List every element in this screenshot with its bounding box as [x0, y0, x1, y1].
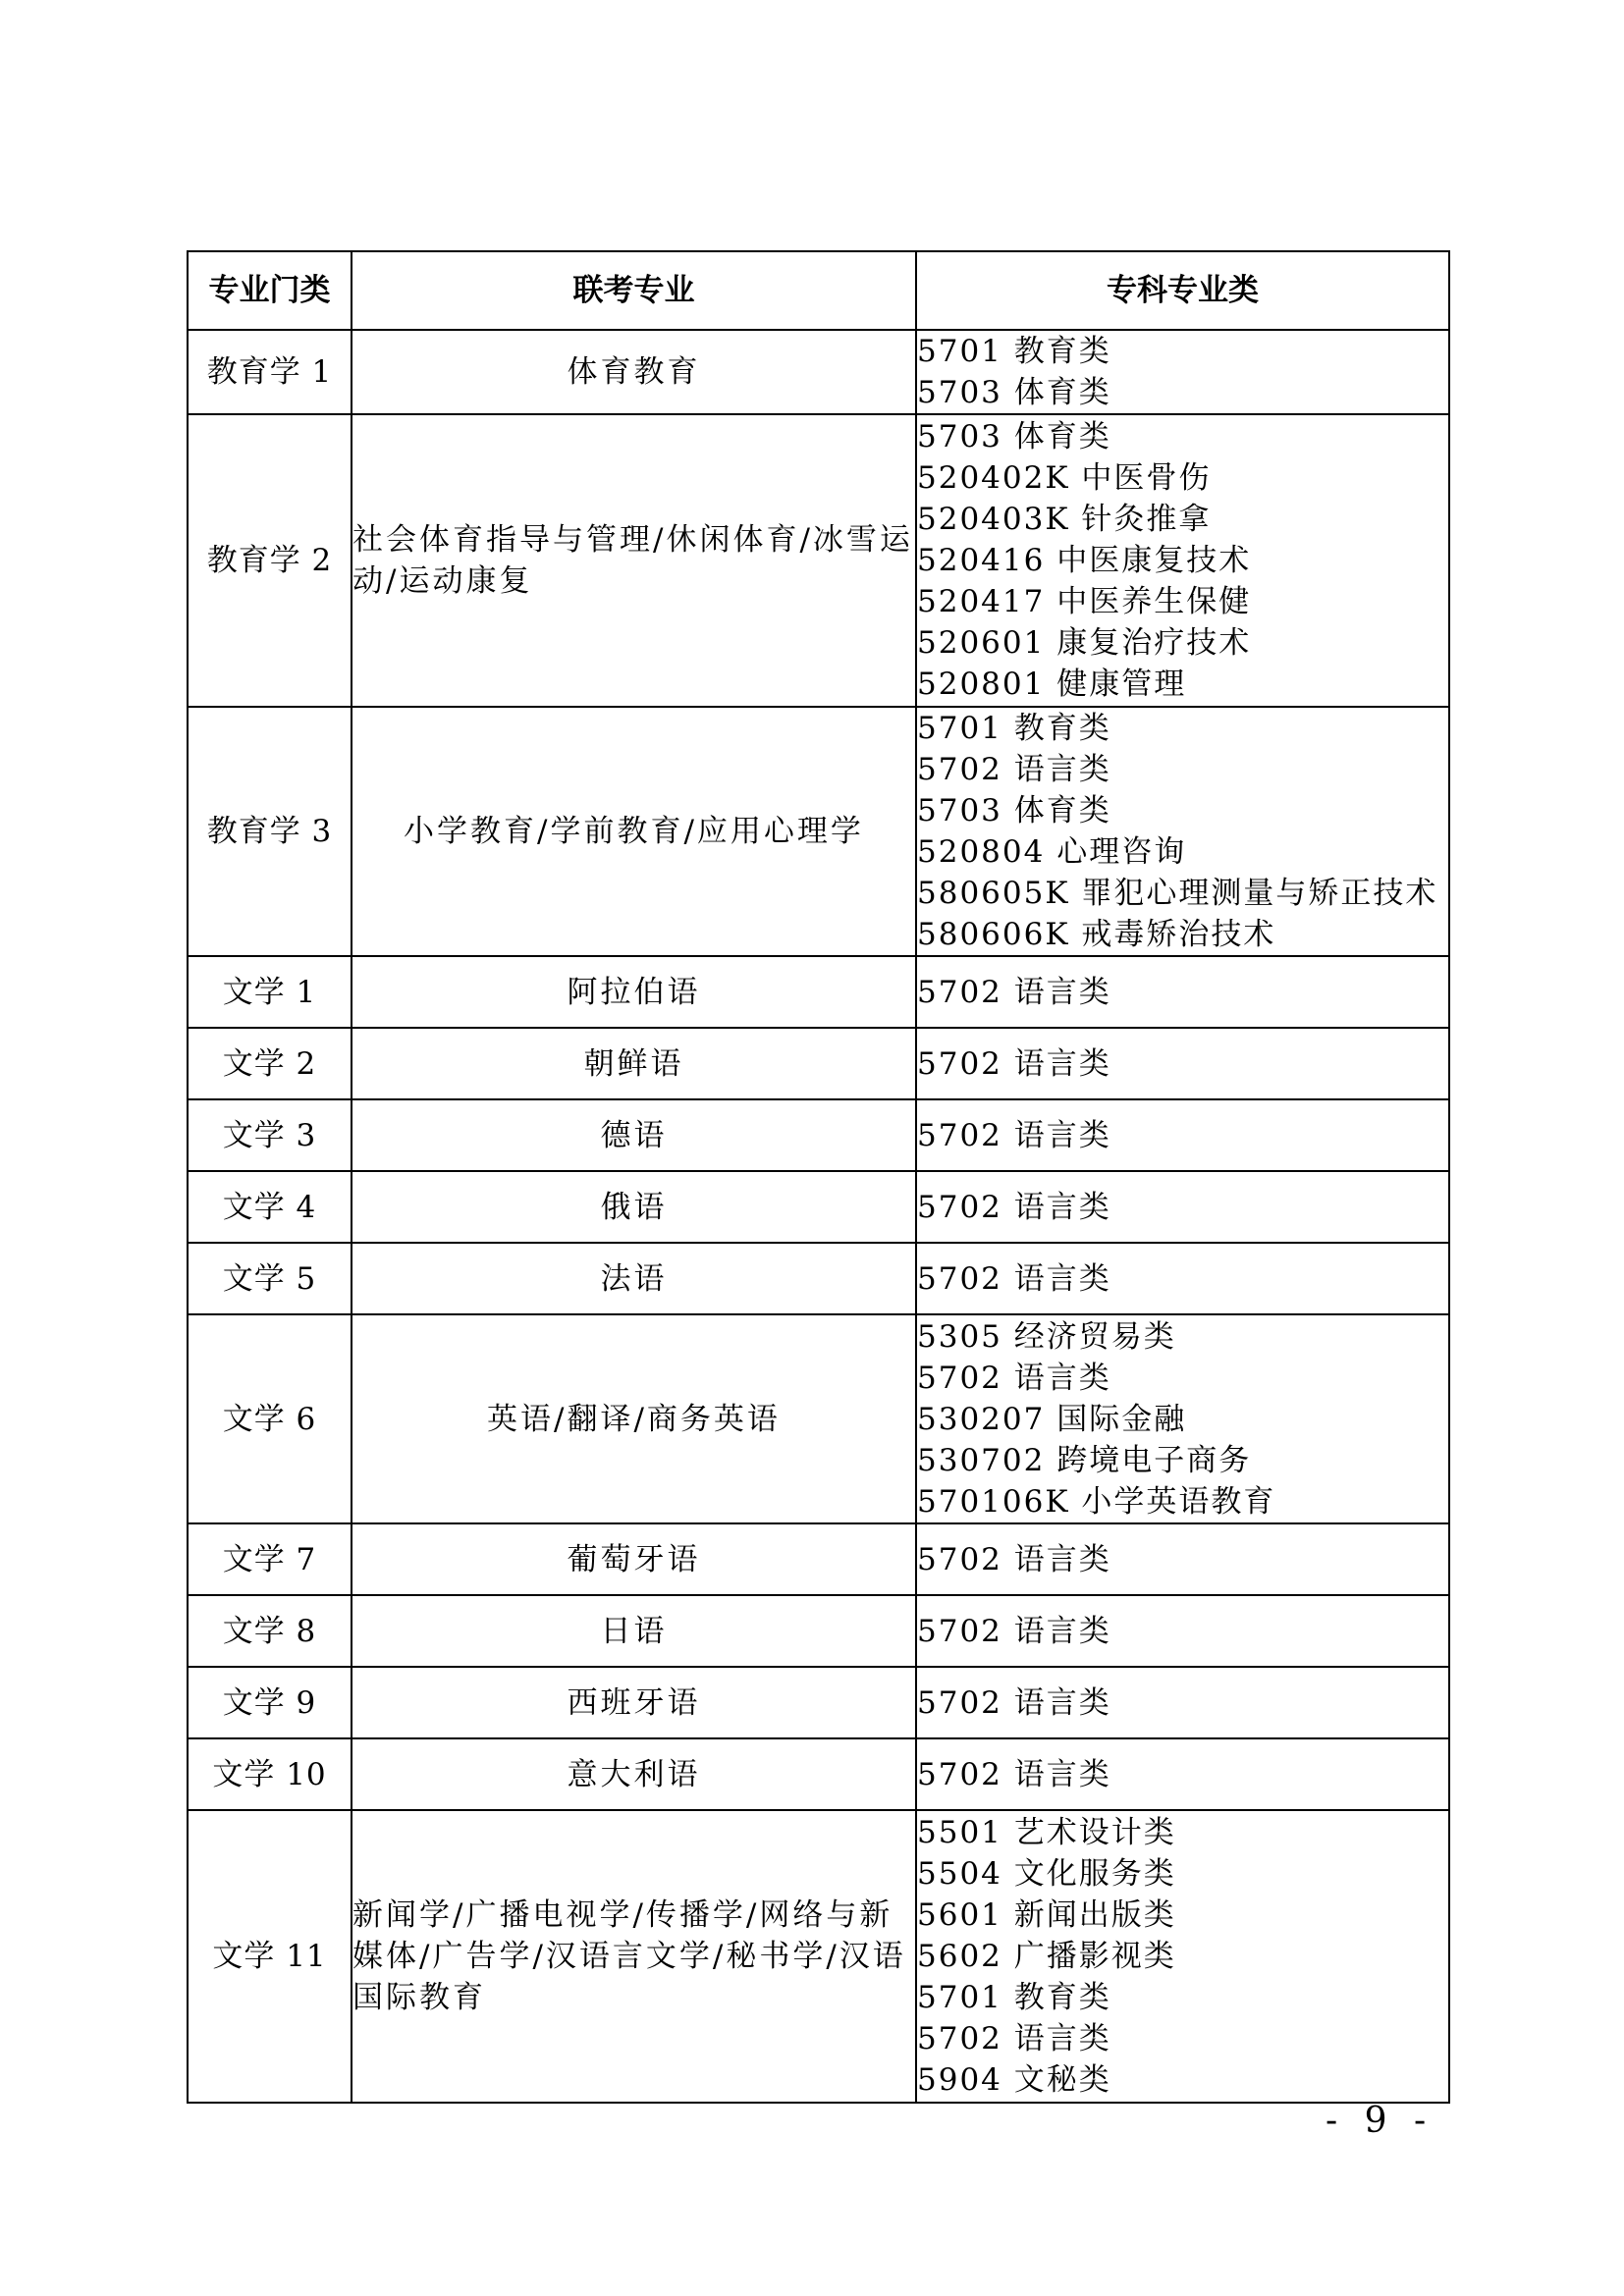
- specialty-cell: [916, 1243, 1449, 1314]
- specialty-item: 530207 国际金融: [917, 1401, 1187, 1437]
- specialty-item: 5702 语言类: [917, 1189, 1111, 1225]
- table-row: [188, 1523, 1449, 1595]
- specialty-item: 520416 中医康复技术: [917, 543, 1252, 578]
- specialty-cell: [916, 1738, 1449, 1810]
- specialty-item: 5504 文化服务类: [917, 1856, 1176, 1892]
- specialty-item: 580606K 戒毒矫治技术: [917, 917, 1276, 952]
- specialty-item: 5701 教育类: [917, 334, 1111, 369]
- specialty-cell: [916, 414, 1449, 707]
- joint-major-cell: 朝鲜语: [352, 1028, 916, 1099]
- specialty-item: 520601 康复治疗技术: [917, 625, 1252, 661]
- specialty-cell: [916, 1667, 1449, 1738]
- category-cell: 教育学 1: [188, 330, 352, 414]
- specialty-item: 5702 语言类: [917, 974, 1111, 1010]
- specialty-item: 520417 中医养生保健: [917, 584, 1252, 619]
- joint-major-cell: 俄语: [352, 1171, 916, 1243]
- category-cell: 教育学 2: [188, 414, 352, 707]
- specialty-item: 5702 语言类: [917, 1613, 1111, 1649]
- category-cell: 文学 11: [188, 1810, 352, 2103]
- table-row: [188, 1099, 1449, 1171]
- specialty-item: 520801 健康管理: [917, 667, 1187, 702]
- header-specialty-class: 专科专业类: [916, 251, 1449, 330]
- category-cell: 文学 2: [188, 1028, 352, 1099]
- header-joint-major: 联考专业: [352, 251, 916, 330]
- category-cell: 文学 6: [188, 1314, 352, 1523]
- specialty-cell: [916, 1099, 1449, 1171]
- table-row: [188, 330, 1449, 414]
- specialty-item: 5703 体育类: [917, 419, 1111, 454]
- specialty-item: 5702 语言类: [917, 1117, 1111, 1153]
- specialty-item: 520804 心理咨询: [917, 834, 1187, 870]
- table-row: [188, 707, 1449, 956]
- specialty-item: 580605K 罪犯心理测量与矫正技术: [917, 876, 1438, 911]
- specialty-item: 570106K 小学英语教育: [917, 1483, 1276, 1520]
- specialty-item: 5703 体育类: [917, 793, 1111, 828]
- specialty-cell: [916, 1523, 1449, 1595]
- category-cell: 文学 3: [188, 1099, 352, 1171]
- specialty-item: 5701 教育类: [917, 711, 1111, 746]
- specialty-cell: [916, 956, 1449, 1028]
- specialty-item: 5702 语言类: [917, 1045, 1111, 1082]
- table-row: [188, 1667, 1449, 1738]
- specialty-item: 5702 语言类: [917, 1756, 1111, 1792]
- joint-major-cell: 葡萄牙语: [352, 1523, 916, 1595]
- major-table: [187, 250, 1450, 2104]
- specialty-item: 5602 广播影视类: [917, 1939, 1176, 1974]
- specialty-cell: [916, 1595, 1449, 1667]
- specialty-item: 5904 文秘类: [917, 2062, 1111, 2098]
- joint-major-cell: 日语: [352, 1595, 916, 1667]
- specialty-item: 5305 经济贸易类: [917, 1318, 1176, 1355]
- category-cell: 文学 8: [188, 1595, 352, 1667]
- joint-major-cell: 意大利语: [352, 1738, 916, 1810]
- specialty-cell: [916, 1171, 1449, 1243]
- specialty-item: 5702 语言类: [917, 2021, 1111, 2056]
- table-row: [188, 1595, 1449, 1667]
- table-row: [188, 414, 1449, 707]
- header-row: [188, 251, 1449, 330]
- specialty-item: 5601 新闻出版类: [917, 1897, 1176, 1933]
- category-cell: 教育学 3: [188, 707, 352, 956]
- joint-major-cell: 体育教育: [352, 330, 916, 414]
- specialty-item: 5501 艺术设计类: [917, 1815, 1176, 1850]
- specialty-item: 5702 语言类: [917, 1360, 1111, 1396]
- table-row: [188, 1314, 1449, 1523]
- table-row: [188, 1028, 1449, 1099]
- joint-major-cell: 阿拉伯语: [352, 956, 916, 1028]
- category-cell: 文学 10: [188, 1738, 352, 1810]
- joint-major-cell: 法语: [352, 1243, 916, 1314]
- category-cell: 文学 4: [188, 1171, 352, 1243]
- category-cell: 文学 7: [188, 1523, 352, 1595]
- specialty-cell: [916, 330, 1449, 414]
- specialty-item: 530702 跨境电子商务: [917, 1442, 1252, 1478]
- table-row: [188, 1243, 1449, 1314]
- specialty-item: 520403K 针灸推拿: [917, 502, 1212, 537]
- specialty-cell: [916, 1314, 1449, 1523]
- joint-major-cell: 英语/翻译/商务英语: [352, 1314, 916, 1523]
- joint-major-cell: 小学教育/学前教育/应用心理学: [352, 707, 916, 956]
- specialty-cell: [916, 707, 1449, 956]
- joint-major-cell: 西班牙语: [352, 1667, 916, 1738]
- specialty-item: 5702 语言类: [917, 1260, 1111, 1297]
- joint-major-cell: 德语: [352, 1099, 916, 1171]
- specialty-cell: [916, 1810, 1449, 2103]
- table-row: [188, 1810, 1449, 2103]
- header-category: 专业门类: [188, 251, 352, 330]
- specialty-item: 5701 教育类: [917, 1980, 1111, 2015]
- specialty-item: 5702 语言类: [917, 1684, 1111, 1721]
- table-row: [188, 1171, 1449, 1243]
- category-cell: 文学 9: [188, 1667, 352, 1738]
- specialty-item: 5703 体育类: [917, 375, 1111, 410]
- category-cell: 文学 5: [188, 1243, 352, 1314]
- specialty-cell: [916, 1028, 1449, 1099]
- joint-major-cell: 新闻学/广播电视学/传播学/网络与新媒体/广告学/汉语言文学/秘书学/汉语国际教育: [352, 1810, 916, 2103]
- category-cell: 文学 1: [188, 956, 352, 1028]
- specialty-item: 5702 语言类: [917, 752, 1111, 787]
- specialty-item: 5702 语言类: [917, 1541, 1111, 1577]
- page-number: - 9 -: [1326, 2101, 1435, 2141]
- joint-major-cell: 社会体育指导与管理/休闲体育/冰雪运动/运动康复: [352, 414, 916, 707]
- table-row: [188, 1738, 1449, 1810]
- specialty-item: 520402K 中医骨伤: [917, 460, 1212, 496]
- table-row: [188, 956, 1449, 1028]
